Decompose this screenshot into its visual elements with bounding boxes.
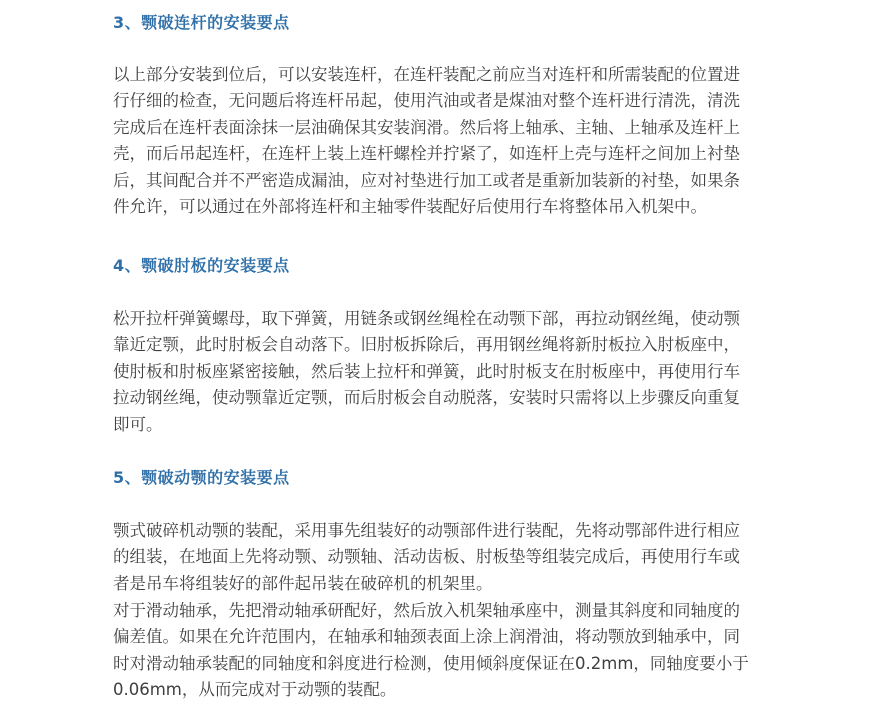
paragraph-line: 者是吊车将组装好的部件起吊装在破碎机的机架里。: [113, 573, 493, 593]
paragraph-line: 松开拉杆弹簧螺母，取下弹簧，用链条或钢丝绳栓在动颚下部，再拉动钢丝绳，使动颚: [113, 309, 740, 328]
paragraph-line: 行仔细的检查，无问题后将连杆吊起，使用汽油或者是煤油对整个连杆进行清洗，清洗: [113, 91, 740, 111]
paragraph-line: 时对滑动轴承装配的同轴度和斜度进行检测，使用倾斜度保证在0.2mm，同轴度要小于: [113, 653, 749, 673]
connecting-rod-paragraph: [113, 62, 791, 220]
paragraph-line: 偏差值。如果在允许范围内，在轴承和轴颈表面上涂上润滑油，将动颚放到轴承中，同: [113, 627, 740, 647]
section-heading-connecting-rod: 3、颚破连杆的安装要点: [113, 13, 290, 32]
paragraph-line: 以上部分安装到位后，可以安装连杆，在连杆装配之前应当对连杆和所需装配的位置进: [113, 65, 740, 84]
paragraph-line: 靠近定颚，此时肘板会自动落下。旧肘板拆除后，再用钢丝绳将新肘板拉入肘板座中，: [113, 335, 740, 355]
paragraph-line: 完成后在连杆表面涂抹一层油确保其安装润滑。然后将上轴承、主轴、上轴承及连杆上: [113, 117, 740, 137]
section-heading-toggle-plate: 4、颚破肘板的安装要点: [113, 256, 290, 275]
paragraph-line: 0.06mm，从而完成对于动颚的装配。: [113, 680, 397, 700]
paragraph-line: 的组装，在地面上先将动颚、动颚轴、活动齿板、肘板垫等组装完成后，再使用行车或: [113, 547, 740, 567]
paragraph-line: 件允许，可以通过在外部将连杆和主轴零件装配好后使用行车将整体吊入机架中。: [113, 197, 707, 217]
paragraph-line: 后，其间配合并不严密造成漏油，应对衬垫进行加工或者是重新加装新的衬垫，如果条: [113, 170, 740, 190]
paragraph-line: 对于滑动轴承，先把滑动轴承研配好，然后放入机架轴承座中，测量其斜度和同轴度的: [113, 601, 740, 620]
paragraph-line: 壳，而后吊起连杆，在连杆上装上连杆螺栓并拧紧了，如连杆上壳与连杆之间加上衬垫: [113, 144, 740, 164]
moving-jaw-paragraph: [113, 518, 791, 597]
toggle-plate-paragraph: [113, 306, 791, 438]
paragraph-line: 使肘板和肘板座紧密接触，然后装上拉杆和弹簧，此时肘板支在肘板座中，再使用行车: [113, 361, 740, 381]
sliding-bearing-paragraph: [113, 598, 791, 704]
paragraph-line: 即可。: [113, 414, 163, 434]
paragraph-line: 拉动钢丝绳，使动颚靠近定颚，而后肘板会自动脱落，安装时只需将以上步骤反向重复: [113, 388, 740, 408]
paragraph-line: 颚式破碎机动颚的装配，采用事先组装好的动颚部件进行装配，先将动鄂部件进行相应: [113, 521, 740, 540]
section-heading-moving-jaw: 5、颚破动颚的安装要点: [113, 468, 290, 487]
